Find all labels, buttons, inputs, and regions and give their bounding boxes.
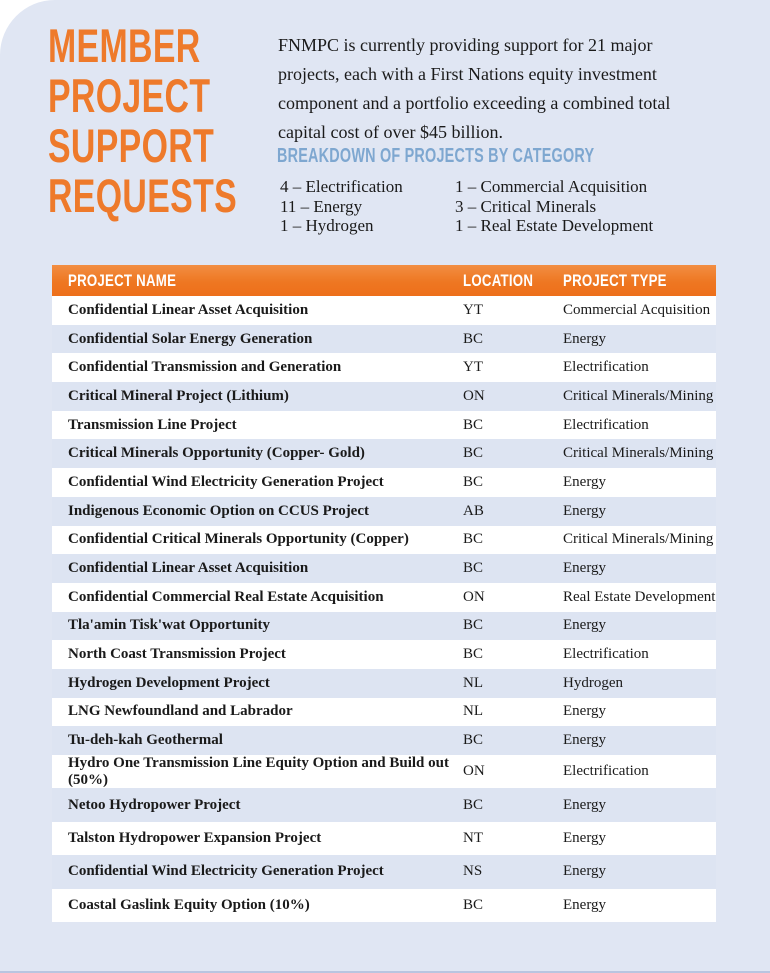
cell-project-type: Hydrogen [563, 674, 623, 691]
cell-project-type: Critical Minerals/Mining [563, 387, 714, 404]
project-table-header [52, 265, 716, 296]
cell-location: NL [463, 674, 483, 691]
cell-location: NL [463, 703, 483, 720]
table-row [52, 296, 716, 325]
cell-project-name: North Coast Transmission Project [68, 646, 286, 663]
table-row [52, 526, 716, 555]
cell-location: BC [463, 646, 484, 663]
cell-location: BC [463, 445, 484, 462]
category-column-1 [280, 177, 455, 236]
table-row [52, 583, 716, 612]
cell-location: BC [463, 531, 484, 548]
cell-project-type: Energy [563, 502, 607, 519]
cell-location: BC [463, 732, 484, 749]
category-column-2 [455, 177, 653, 236]
cell-project-type: Electrification [563, 416, 649, 433]
cell-project-name: Confidential Critical Minerals Opportunity (Copper) [68, 531, 409, 548]
cell-location: ON [463, 387, 485, 404]
category-item: 1 – Commercial Acquisition [455, 177, 648, 196]
cell-project-type: Electrification [563, 646, 649, 663]
table-row [52, 497, 716, 526]
cell-location: YT [463, 301, 483, 318]
breakdown-heading [277, 145, 718, 167]
table-row [52, 855, 716, 888]
cell-project-name: LNG Newfoundland and Labrador [68, 703, 293, 720]
project-table [52, 265, 716, 922]
category-item: 1 – Real Estate Development [455, 216, 654, 235]
cell-project-name: Confidential Commercial Real Estate Acquisition [68, 588, 384, 605]
page-title-line: SUPPORT [48, 119, 215, 172]
table-row [52, 726, 716, 755]
cell-project-name: Tla'amin Tisk'wat Opportunity [68, 617, 271, 634]
table-row [52, 353, 716, 382]
cell-location: BC [463, 560, 484, 577]
cell-project-type: Energy [563, 896, 607, 913]
cell-project-type: Energy [563, 829, 607, 846]
page-title-line: MEMBER [48, 19, 201, 72]
cell-project-type: Energy [563, 330, 607, 347]
cell-location: YT [463, 359, 483, 376]
cell-location: BC [463, 617, 484, 634]
cell-location: BC [463, 330, 484, 347]
intro-paragraph [278, 31, 738, 147]
table-row [52, 468, 716, 497]
cell-location: BC [463, 416, 484, 433]
table-row [52, 411, 716, 440]
header-project-type: PROJECT TYPE [563, 270, 667, 290]
cell-project-type: Energy [563, 732, 607, 749]
table-row [52, 755, 716, 788]
category-item: 4 – Electrification [280, 177, 403, 196]
cell-project-type: Energy [563, 703, 607, 720]
intro-line: FNMPC is currently providing support for 21 major [278, 35, 653, 55]
category-item: 11 – Energy [280, 196, 363, 216]
cell-project-type: Energy [563, 796, 607, 813]
project-table-body [52, 296, 716, 922]
cell-location: AB [463, 502, 484, 519]
cell-project-name: Talston Hydropower Expansion Project [68, 829, 322, 846]
cell-location: BC [463, 473, 484, 490]
table-row [52, 439, 716, 468]
breakdown-heading-text: BREAKDOWN OF PROJECTS BY CATEGORY [277, 145, 595, 167]
header-location: LOCATION [463, 270, 534, 290]
cell-project-name: Netoo Hydropower Project [68, 796, 241, 813]
cell-location: BC [463, 896, 484, 913]
table-row [52, 382, 716, 411]
category-item: 1 – Hydrogen [280, 216, 374, 235]
cell-project-type: Electrification [563, 359, 649, 376]
cell-project-name: Critical Minerals Opportunity (Copper- Gold) [68, 445, 365, 462]
cell-project-type: Energy [563, 863, 607, 880]
cell-project-name: Critical Mineral Project (Lithium) [68, 387, 289, 404]
table-row [52, 554, 716, 583]
page-title-line: REQUESTS [48, 169, 238, 222]
cell-project-name: Confidential Linear Asset Acquisition [68, 301, 309, 318]
cell-project-name: Confidential Wind Electricity Generation Project [68, 473, 384, 490]
cell-project-type: Critical Minerals/Mining [563, 531, 714, 548]
cell-project-name: Confidential Solar Energy Generation [68, 330, 313, 347]
intro-line: component and a portfolio exceeding a combined total [278, 93, 671, 113]
table-row [52, 669, 716, 698]
cell-location: BC [463, 796, 484, 813]
cell-project-name: Coastal Gaslink Equity Option (10%) [68, 896, 310, 913]
cell-location: NT [463, 829, 483, 846]
category-breakdown-list [280, 177, 653, 236]
table-row [52, 788, 716, 821]
page-title [48, 21, 311, 221]
cell-project-type: Commercial Acquisition [563, 301, 711, 318]
table-row [52, 698, 716, 727]
cell-project-type: Energy [563, 473, 607, 490]
cell-location: ON [463, 763, 485, 780]
cell-project-name: Hydrogen Development Project [68, 674, 270, 691]
cell-project-name: Hydro One Transmission Line Equity Option and Build out (50%) [68, 754, 449, 788]
intro-line: projects, each with a First Nations equity investment [278, 64, 657, 84]
table-row [52, 822, 716, 855]
header-project-name: PROJECT NAME [68, 270, 177, 290]
cell-project-name: Confidential Transmission and Generation [68, 359, 342, 376]
table-row [52, 889, 716, 922]
cell-project-type: Critical Minerals/Mining [563, 445, 714, 462]
cell-project-name: Transmission Line Project [68, 416, 237, 433]
cell-location: NS [463, 863, 483, 880]
cell-project-name: Indigenous Economic Option on CCUS Project [68, 502, 369, 519]
page-title-line: PROJECT [48, 69, 211, 122]
intro-line: capital cost of over $45 billion. [278, 122, 503, 142]
cell-project-name: Confidential Wind Electricity Generation Project [68, 863, 384, 880]
cell-project-type: Real Estate Development [563, 588, 716, 605]
cell-project-name: Confidential Linear Asset Acquisition [68, 560, 309, 577]
cell-project-name: Tu-deh-kah Geothermal [68, 732, 223, 749]
category-item: 3 – Critical Minerals [455, 196, 597, 216]
cell-project-type: Energy [563, 617, 607, 634]
table-row [52, 325, 716, 354]
cell-project-type: Electrification [563, 763, 649, 780]
table-row [52, 640, 716, 669]
table-row [52, 612, 716, 641]
cell-project-type: Energy [563, 560, 607, 577]
cell-location: ON [463, 588, 485, 605]
